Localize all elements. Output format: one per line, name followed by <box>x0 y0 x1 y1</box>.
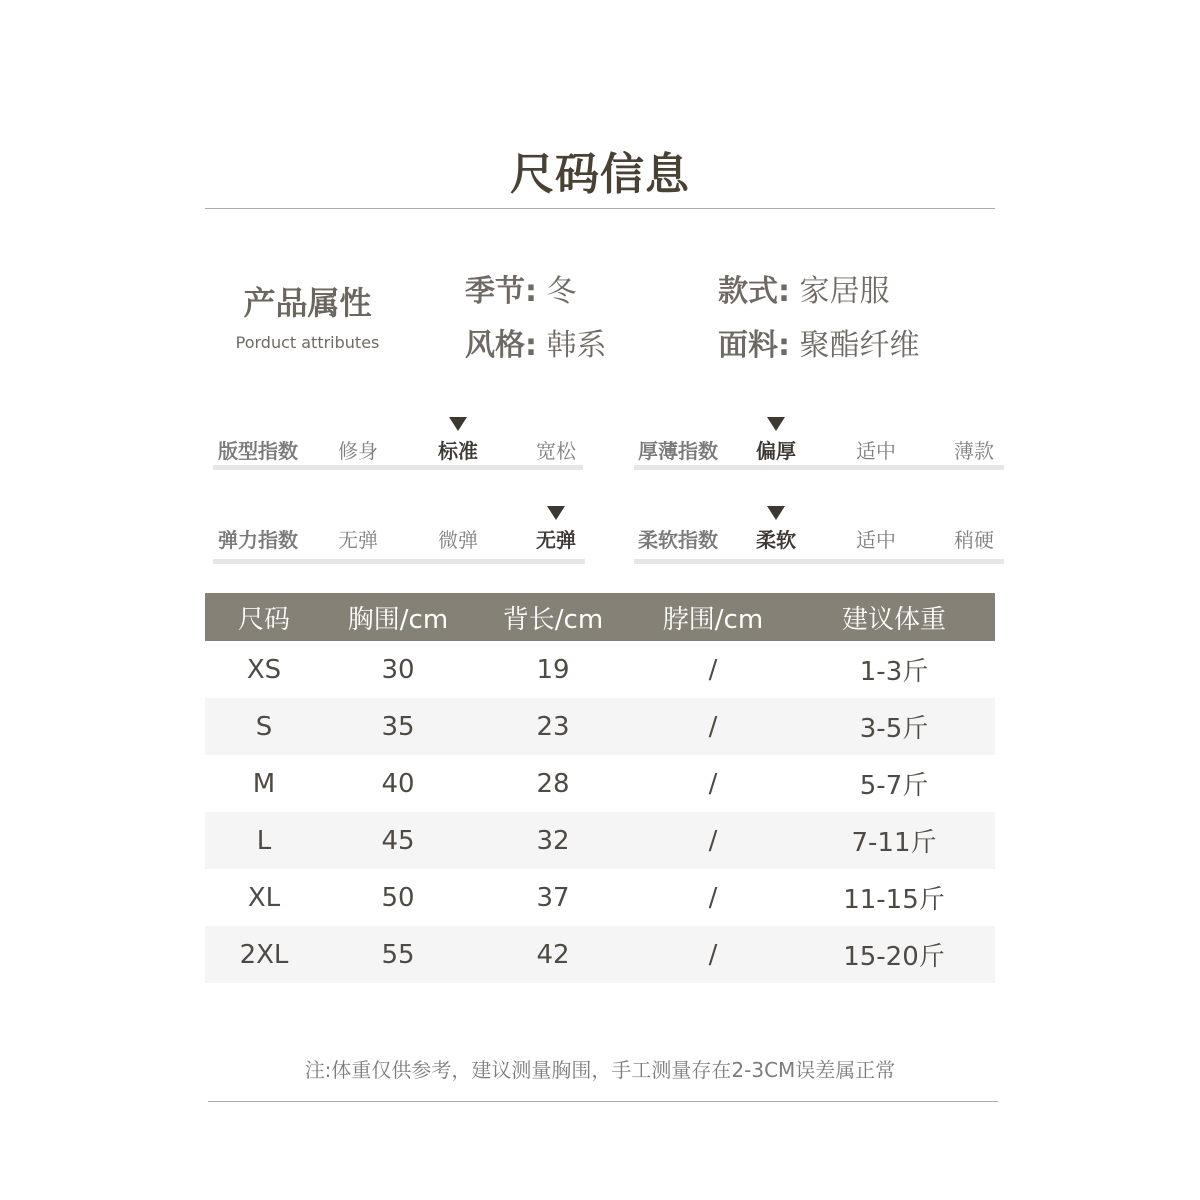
index-thickness-track <box>634 465 1004 470</box>
table-cell: 40 <box>381 768 415 799</box>
table-cell: 45 <box>323 812 473 869</box>
table-row <box>205 698 995 755</box>
table-cell: / <box>708 654 718 685</box>
attr-fabric-value: 聚酯纤维 <box>799 328 920 363</box>
selection-marker-icon <box>449 417 467 431</box>
table-cell: / <box>633 698 793 755</box>
attr-season: 季节: 冬 <box>465 274 577 309</box>
attr-season-value: 冬 <box>546 274 577 309</box>
table-cell: / <box>708 882 718 913</box>
index-softness-option-2: 稍硬 <box>954 528 994 552</box>
index-softness-label: 柔软指数 <box>638 528 718 552</box>
table-cell: 35 <box>323 698 473 755</box>
index-elasticity-track <box>213 559 585 564</box>
attr-season-key: 季节 <box>465 274 525 309</box>
table-cell: 2XL <box>205 926 323 983</box>
page-title: 尺码信息 <box>510 149 690 200</box>
attr-genre-value: 韩系 <box>546 328 607 363</box>
index-softness-option-1: 适中 <box>856 528 896 552</box>
table-cell: 30 <box>381 654 415 685</box>
table-cell: 55 <box>323 926 473 983</box>
attr-genre: 风格: 韩系 <box>465 328 607 363</box>
table-cell: 11-15斤 <box>843 885 945 915</box>
attributes-subheading: Porduct attributes <box>235 333 380 352</box>
table-cell: M <box>252 768 276 799</box>
attr-fabric: 面料: 聚酯纤维 <box>718 328 920 363</box>
table-cell: XL <box>247 882 281 913</box>
table-cell: 19 <box>536 654 570 685</box>
table-cell: 50 <box>381 882 415 913</box>
table-row <box>205 812 995 869</box>
index-thickness-label: 厚薄指数 <box>638 439 718 463</box>
index-softness-option-0: 柔软 <box>756 528 796 552</box>
selection-marker-icon <box>767 417 785 431</box>
attr-style-key: 款式 <box>718 274 778 309</box>
table-row <box>205 926 995 983</box>
index-fit-option-2: 宽松 <box>536 439 576 463</box>
index-elasticity-option-2: 无弹 <box>536 528 576 552</box>
index-thickness-option-1: 适中 <box>856 439 896 463</box>
index-fit-option-1: 标准 <box>438 439 478 463</box>
table-header-row <box>205 593 995 641</box>
table-cell: / <box>633 812 793 869</box>
index-fit-label: 版型指数 <box>218 439 298 463</box>
table-cell: 42 <box>473 926 633 983</box>
table-row <box>205 641 995 698</box>
table-cell: L <box>205 812 323 869</box>
table-cell: 15-20斤 <box>793 926 995 983</box>
attributes-heading: 产品属性 <box>243 284 372 322</box>
index-fit-option-0: 修身 <box>338 439 378 463</box>
selection-marker-icon <box>767 506 785 520</box>
table-cell: / <box>708 768 718 799</box>
table-header-cell: 脖围/cm <box>633 593 793 641</box>
table-row <box>205 869 995 926</box>
table-cell: 28 <box>536 768 570 799</box>
table-cell: 3-5斤 <box>793 698 995 755</box>
table-cell: / <box>633 926 793 983</box>
table-cell: 1-3斤 <box>859 657 929 687</box>
table-row <box>205 755 995 812</box>
table-header-cell: 建议体重 <box>793 593 995 641</box>
footer-divider <box>208 1101 998 1102</box>
table-cell: 7-11斤 <box>793 812 995 869</box>
selection-marker-icon <box>547 506 565 520</box>
attr-style: 款式: 家居服 <box>718 274 890 309</box>
size-note: 注:体重仅供参考，建议测量胸围，手工测量存在2-3CM误差属正常 <box>304 1058 896 1082</box>
index-softness-track <box>634 559 1004 564</box>
index-elasticity-label: 弹力指数 <box>218 528 298 552</box>
table-cell: XS <box>246 654 282 685</box>
table-cell: 5-7斤 <box>859 771 929 801</box>
attr-style-value: 家居服 <box>799 274 890 309</box>
index-thickness-option-2: 薄款 <box>954 439 994 463</box>
table-header-cell: 尺码 <box>205 593 323 641</box>
index-elasticity-option-1: 微弹 <box>438 528 478 552</box>
table-cell: 23 <box>473 698 633 755</box>
size-table <box>205 593 995 983</box>
attr-genre-key: 风格 <box>465 328 525 363</box>
table-header-cell: 胸围/cm <box>323 593 473 641</box>
table-cell: S <box>205 698 323 755</box>
table-header-cell: 背长/cm <box>473 593 633 641</box>
index-fit-track <box>213 465 583 470</box>
title-divider <box>205 208 995 209</box>
attr-fabric-key: 面料 <box>718 328 778 363</box>
table-cell: 37 <box>536 882 570 913</box>
table-cell: 32 <box>473 812 633 869</box>
index-elasticity-option-0: 无弹 <box>338 528 378 552</box>
index-thickness-option-0: 偏厚 <box>756 439 796 463</box>
